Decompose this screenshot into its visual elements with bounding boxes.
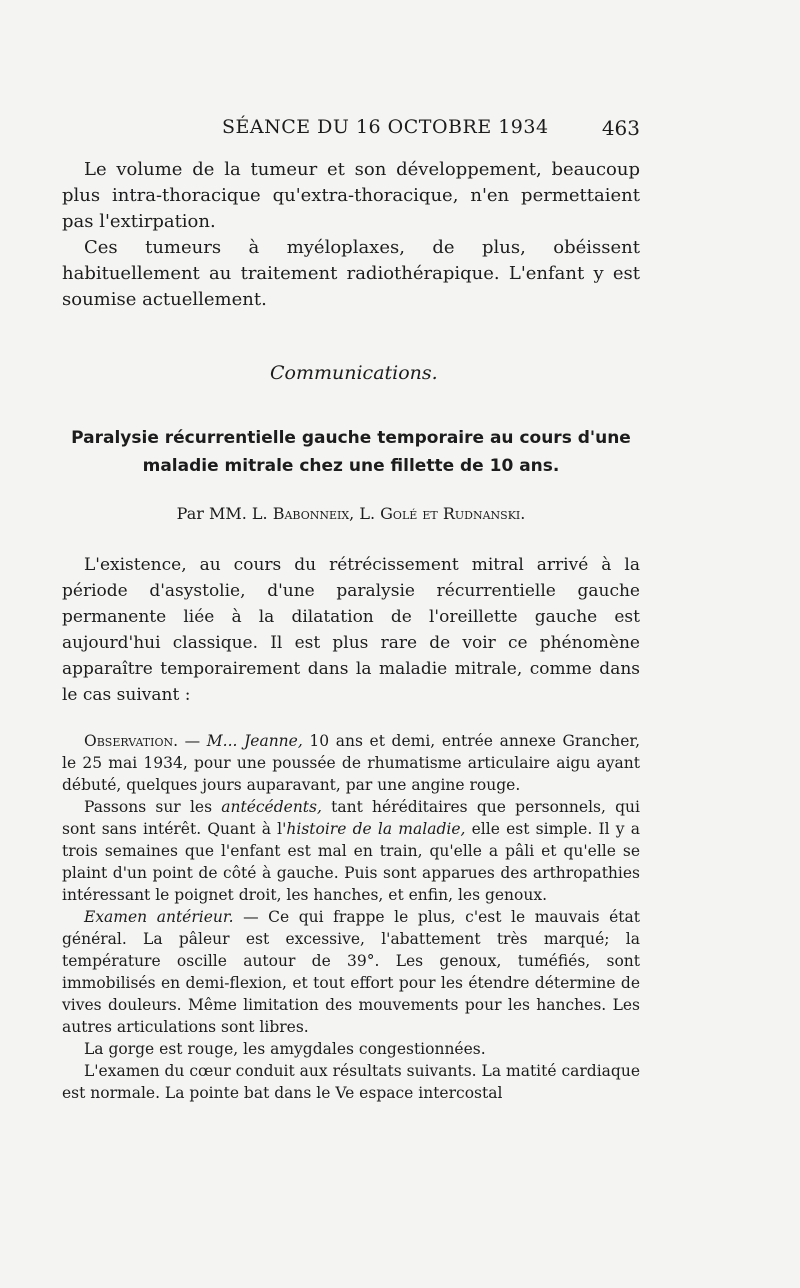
observation-paragraph-5: L'examen du cœur conduit aux résultats suivants. La matité cardiaque est normale. La pointe bat dans le Ve espace intercostal [62,1062,640,1102]
observation-text-2c: elle est simple. Il y a trois semaines que l'enfant est mal en train, qu'elle a pâli et qu'elle se plaint d'un point de côté à gauche. Puis sont apparues des arthropathies intéressant le poignet droit, les hanches, et enfin, les genoux. [62,820,640,904]
intro-paragraph-2: Ces tumeurs à myéloplaxes, de plus, obéissent habituellement au traitement radiothérapique. L'enfant y est soumise actuellement. [62,237,640,310]
running-title: SÉANCE DU 16 OCTOBRE 1934 [222,116,549,138]
article-authors [62,504,640,523]
observation-paragraph-2 [62,796,640,906]
section-heading: Communications. [270,362,438,384]
article-title: Paralysie récurrentielle gauche temporaire au cours d'une maladie mitrale chez une fillette de 10 ans. [71,428,631,476]
observation-paragraph-1 [62,730,640,796]
article-intro [62,552,640,708]
observation-text-1: 10 ans et demi, entrée annexe Grancher, le 25 mai 1934, pour une poussée de rhumatisme articulaire aigu ayant débuté, quelques jours auparavant, par une angine rouge. [62,732,640,794]
patient-name: M... Jeanne, [206,732,303,750]
observation-text-2a: Passons sur les [84,798,222,816]
observation-paragraph-3 [62,906,640,1038]
antecedents-term: antécédents, [221,798,322,816]
authors-names: L. Babonneix, L. Golé et Rudnanski. [251,504,526,523]
observation-text-3: — Ce qui frappe le plus, c'est le mauvais état général. La pâleur est excessive, l'abattement très marqué; la température oscille autour de 39°. Les genoux, tuméfiés, sont immobilisés en demi-flexion, et tout effort pour les étendre détermine de vives douleurs. Même limitation des mouvements pour les hanches. Les autres articulations sont libres. [62,908,641,1036]
history-term: histoire de la maladie, [286,820,466,838]
observation-text [62,730,640,1104]
observation-text-2b: tant héréditaires que personnels, qui sont sans intérêt. Quant à l' [62,798,640,838]
observation-paragraph-4: La gorge est rouge, les amygdales congestionnées. [84,1040,486,1058]
page-header [62,112,640,146]
authors-prefix: Par MM. [176,504,247,523]
intro-paragraph-1: Le volume de la tumeur et son développement, beaucoup plus intra-thoracique qu'extra-thoracique, n'en permettaient pas l'extirpation. [62,159,640,232]
article-paragraph: L'existence, au cours du rétrécissement mitral arrivé à la période d'asystolie, d'une paralysie récurrentielle gauche permanente liée à la dilatation de l'oreillette gauche est aujourd'hui classique. Il est plus rare de voir ce phénomène apparaître temporairement dans la maladie mitrale, comme dans le cas suivant : [62,555,640,705]
intro-text [62,157,640,313]
observation-dash: — [178,732,207,750]
observation-label: Observation. [84,732,179,750]
exam-label: Examen antérieur. [84,908,234,926]
page-number: 463 [601,116,640,140]
